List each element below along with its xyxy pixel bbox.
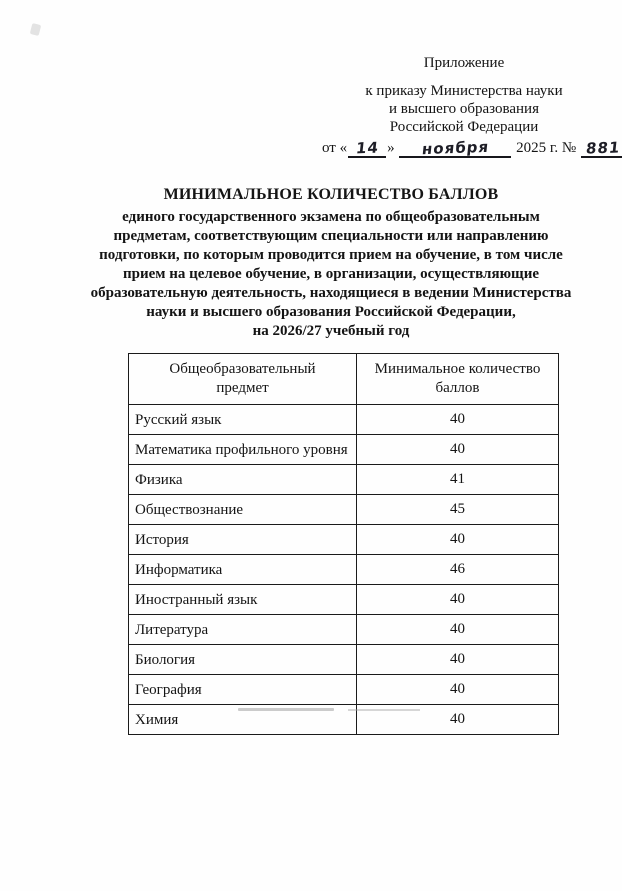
subtitle-line: прием на целевое обучение, в организации, осуществляющие [122,266,539,282]
order-reference-line: к приказу Министерства науки [365,83,563,99]
document-subtitle [50,208,612,341]
table-row [129,675,559,705]
score-cell: 40 [357,525,559,555]
score-cell: 40 [357,585,559,615]
appendix-header [322,54,622,159]
subject-column-header: Общеобразовательный предмет [129,354,357,405]
subtitle-line: предметам, соответствующим специальности или направлению [113,228,549,244]
handwritten-day: 14 [354,138,380,158]
date-close-quote: » [387,140,395,156]
table-row [129,435,559,465]
score-cell: 40 [357,615,559,645]
table-row [129,555,559,585]
order-reference-line: Российской Федерации [389,119,539,135]
scan-artifact [238,708,334,711]
subject-cell: Математика профильного уровня [129,435,357,465]
score-cell: 40 [357,405,559,435]
appendix-label: Приложение [423,55,505,71]
table-header-row [129,354,559,405]
handwritten-order-number: 881 [584,138,622,158]
table-row [129,525,559,555]
scan-artifact [348,709,420,711]
table-row [129,495,559,525]
table-row [129,405,559,435]
subject-cell: География [129,675,357,705]
subtitle-line: науки и высшего образования Российской Федерации, [146,304,516,320]
subtitle-line: единого государственного экзамена по общеобразовательным [122,209,540,225]
subject-cell: История [129,525,357,555]
subtitle-line: подготовки, по которым проводится прием на обучение, в том числе [99,247,563,263]
score-cell: 40 [357,645,559,675]
score-cell: 41 [357,465,559,495]
score-cell: 40 [357,705,559,735]
table-row [129,615,559,645]
subject-cell: Физика [129,465,357,495]
handwritten-day-field [348,140,386,158]
order-reference-line: и высшего образования [389,101,539,117]
handwritten-month: ноября [420,137,490,159]
subject-cell: Иностранный язык [129,585,357,615]
table-row [129,465,559,495]
table-row [129,705,559,735]
min-scores-table [128,353,559,735]
table-row [129,645,559,675]
score-column-header: Минимальное количество баллов [357,354,559,405]
score-cell: 46 [357,555,559,585]
order-date-line [322,137,622,159]
subject-cell: Биология [129,645,357,675]
subtitle-line: на 2026/27 учебный год [252,323,410,339]
order-reference [322,82,606,136]
handwritten-order-number-field [581,140,622,158]
handwritten-month-field [399,137,511,159]
score-cell: 40 [357,675,559,705]
subject-cell: Обществознание [129,495,357,525]
subject-cell: Литература [129,615,357,645]
table-row [129,585,559,615]
subject-cell: Русский язык [129,405,357,435]
document-body [50,186,612,735]
date-year-number-label: 2025 г. № [516,140,577,156]
subtitle-line: образовательную деятельность, находящиеся в ведении Министерства [90,285,572,301]
subject-cell: Информатика [129,555,357,585]
subject-cell: Химия [129,705,357,735]
document-title: МИНИМАЛЬНОЕ КОЛИЧЕСТВО БАЛЛОВ [163,186,499,203]
score-cell: 45 [357,495,559,525]
date-prefix: от « [322,140,348,156]
scan-artifact [30,23,41,36]
score-cell: 40 [357,435,559,465]
